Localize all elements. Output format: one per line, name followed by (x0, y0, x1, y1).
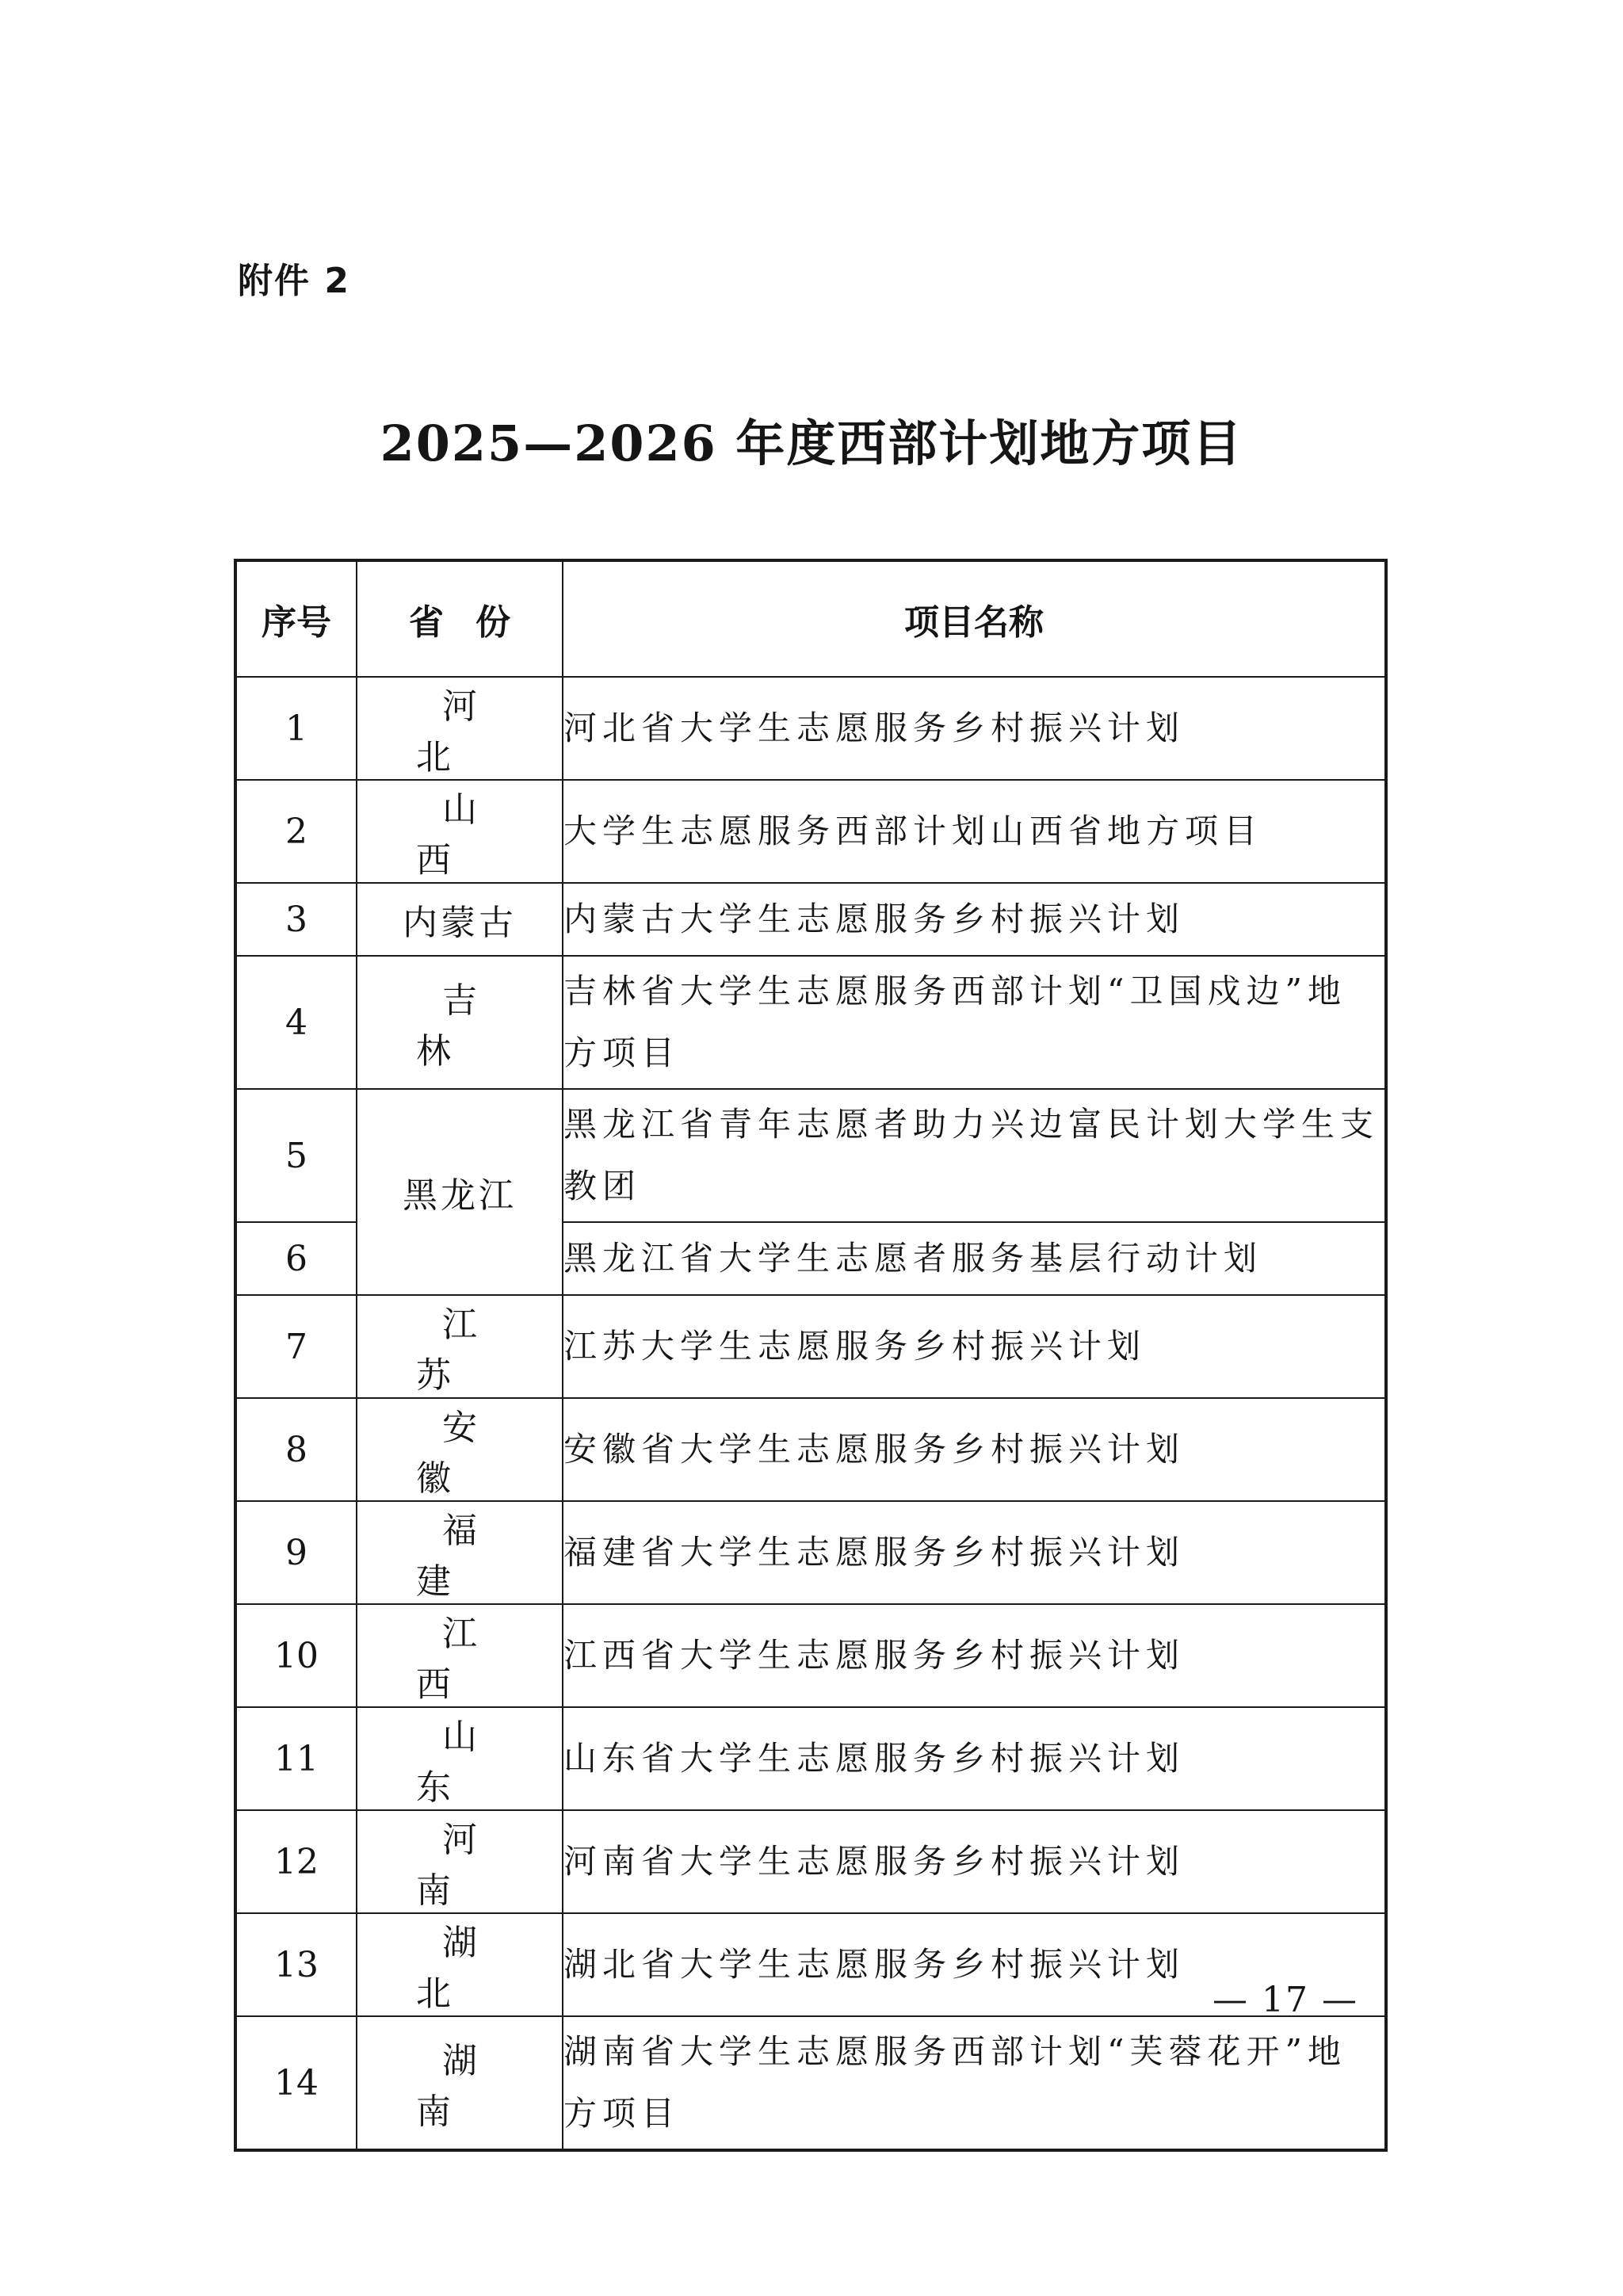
row-project: 江苏大学生志愿服务乡村振兴计划 (563, 1295, 1386, 1398)
row-province: 江西 (357, 1604, 563, 1707)
row-project: 河北省大学生志愿服务乡村振兴计划 (563, 677, 1386, 780)
row-index: 7 (235, 1295, 357, 1398)
row-province: 吉林 (357, 956, 563, 1089)
row-project: 大学生志愿服务西部计划山西省地方项目 (563, 780, 1386, 883)
row-index: 3 (235, 883, 357, 956)
row-province: 河南 (357, 1810, 563, 1913)
table-row (235, 780, 1386, 883)
row-index: 5 (235, 1089, 357, 1222)
projects-table (234, 559, 1388, 2152)
row-index: 10 (235, 1604, 357, 1707)
attachment-label: 附件 2 (238, 261, 350, 301)
table-row (235, 1707, 1386, 1810)
row-index: 14 (235, 2016, 357, 2150)
page-number: — 17 — (1212, 1980, 1358, 2020)
table-row (235, 883, 1386, 956)
row-project: 吉林省大学生志愿服务西部计划“卫国戍边”地方项目 (563, 956, 1386, 1089)
row-province: 山东 (357, 1707, 563, 1810)
row-project: 湖南省大学生志愿服务西部计划“芙蓉花开”地方项目 (563, 2016, 1386, 2150)
row-province: 河北 (357, 677, 563, 780)
document-title: 2025—2026 年度西部计划地方项目 (380, 415, 1243, 472)
row-index: 4 (235, 956, 357, 1089)
table-row (235, 1089, 1386, 1222)
table-row (235, 1501, 1386, 1604)
table-row (235, 677, 1386, 780)
table-row (235, 1398, 1386, 1501)
row-project: 黑龙江省青年志愿者助力兴边富民计划大学生支教团 (563, 1089, 1386, 1222)
row-province: 湖南 (357, 2016, 563, 2150)
row-province: 湖北 (357, 1913, 563, 2016)
header-index: 序号 (235, 560, 357, 677)
row-project: 河南省大学生志愿服务乡村振兴计划 (563, 1810, 1386, 1913)
table-row (235, 956, 1386, 1089)
row-index: 11 (235, 1707, 357, 1810)
row-province: 内蒙古 (357, 883, 563, 956)
table-row (235, 1295, 1386, 1398)
table-row (235, 1604, 1386, 1707)
row-index: 9 (235, 1501, 357, 1604)
row-project: 山东省大学生志愿服务乡村振兴计划 (563, 1707, 1386, 1810)
table-row (235, 1810, 1386, 1913)
row-project: 黑龙江省大学生志愿者服务基层行动计划 (563, 1222, 1386, 1295)
row-province-merged: 黑龙江 (357, 1089, 563, 1295)
row-index: 1 (235, 677, 357, 780)
row-index: 6 (235, 1222, 357, 1295)
row-project: 安徽省大学生志愿服务乡村振兴计划 (563, 1398, 1386, 1501)
row-province: 福建 (357, 1501, 563, 1604)
row-index: 8 (235, 1398, 357, 1501)
row-project: 福建省大学生志愿服务乡村振兴计划 (563, 1501, 1386, 1604)
row-project: 湖北省大学生志愿服务乡村振兴计划 (563, 1913, 1386, 2016)
row-project: 江西省大学生志愿服务乡村振兴计划 (563, 1604, 1386, 1707)
table-header-row (235, 560, 1386, 677)
row-project: 内蒙古大学生志愿服务乡村振兴计划 (563, 883, 1386, 956)
row-index: 13 (235, 1913, 357, 2016)
table-row (235, 2016, 1386, 2150)
row-index: 2 (235, 780, 357, 883)
header-project: 项目名称 (563, 560, 1386, 677)
row-province: 江苏 (357, 1295, 563, 1398)
row-index: 12 (235, 1810, 357, 1913)
row-province: 安徽 (357, 1398, 563, 1501)
row-province: 山西 (357, 780, 563, 883)
header-province: 省份 (357, 560, 563, 677)
